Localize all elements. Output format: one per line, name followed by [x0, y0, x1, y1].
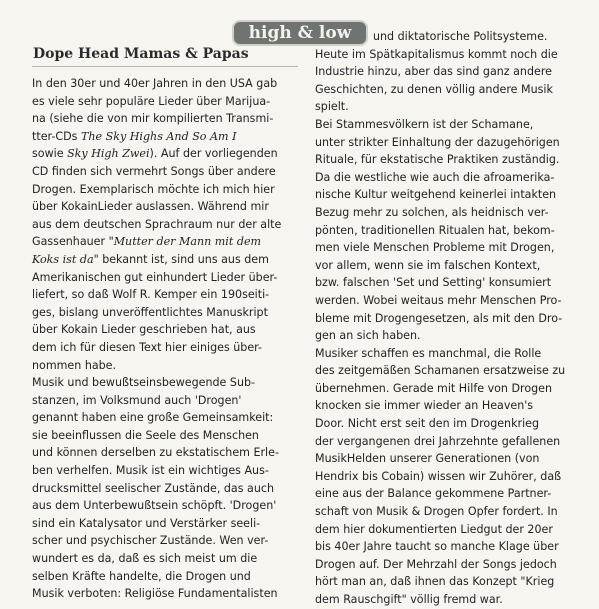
- text-line: Amerikanischen gut einhundert Lieder über-: [32, 270, 278, 284]
- text-line: bzw. falschen 'Set und Setting' konsumiert: [315, 276, 552, 290]
- text-line: genannt haben eine große Gemeinsamkeit:: [32, 411, 274, 425]
- paragraph-shaman: [315, 116, 565, 345]
- text-line: Heute im Spätkapitalismus kommt noch die: [315, 47, 558, 61]
- text-line: wundert es da, daß es sich meist um die: [32, 552, 258, 566]
- text-line: aus dem Unterbewußtsein schöpft. 'Drogen': [32, 499, 277, 513]
- text-line: übernehmen. Gerade mit Hilfe von Drogen: [315, 381, 553, 395]
- text-line: Musiker schaffen es manchmal, die Rolle: [315, 346, 542, 360]
- paragraph-musicians: [315, 345, 565, 609]
- song-title: Mutter der Mann mit dem: [113, 235, 262, 249]
- text-line: knocken sie immer wieder an Heaven's: [315, 399, 534, 413]
- text-line: bis 40er Jahre taucht so manche Klage über: [315, 540, 559, 554]
- album-title: Sky High Zwei: [67, 147, 150, 161]
- text-line: über KokainLieder auslassen. Während mir: [32, 200, 269, 214]
- text-line: gen an sich haben.: [315, 329, 421, 343]
- text-run: Gassenhauer ": [32, 235, 114, 249]
- text-line: Bezug mehr zu solchen, als heidnisch ver-: [315, 205, 549, 219]
- text-line: dem Rauschgift" völlig fremd war.: [315, 593, 503, 606]
- text-line: CD finden sich vermehrt Songs über andere: [32, 164, 276, 178]
- text-line: ges, bislang unveröffentlichtes Manuskript: [32, 305, 268, 319]
- text-line: MusikHelden unserer Generationen (von: [315, 452, 540, 466]
- text-line: und können derselben zu ekstatischem Erle-: [32, 446, 279, 460]
- text-line: Bei Stammesvölkern ist der Schamane,: [315, 117, 534, 131]
- text-line: In den 30er und 40er Jahren in den USA gab: [32, 77, 278, 90]
- album-title: The Sky Highs And So Am I: [80, 129, 237, 143]
- text-line: drucksmittel seelischer Zustände, das auch: [32, 481, 274, 495]
- text-line: hört man an, daß ihnen das Konzept "Krieg: [315, 575, 555, 589]
- text-line: selben Kräfte handelte, die Drogen und: [32, 569, 251, 583]
- text-line: dem hier dokumentierten Liedgut der 20er: [315, 522, 553, 536]
- text-line: über Kokain Lieder geschrieben hat, aus: [32, 323, 256, 337]
- text-line: Door. Nicht erst seit den im Drogenkrieg: [315, 417, 540, 431]
- text-line: [32, 128, 281, 146]
- text-line: vor allem, wenn sie im falschen Kontext,: [315, 258, 541, 272]
- right-column: [315, 28, 565, 609]
- text-line: Geschichten, zu denen völlig andere Musik: [315, 82, 553, 96]
- left-column: [32, 75, 281, 603]
- text-line: aus dem deutschen Sprachraum nur der alte: [32, 217, 282, 231]
- text-line: sie beeinflussen die Seele des Menschen: [32, 428, 259, 442]
- text-line: men viele Menschen Probleme mit Drogen,: [315, 241, 555, 255]
- text-line: Rituale, für ekstatische Praktiken zuständig.: [315, 153, 560, 167]
- text-line: [32, 145, 281, 163]
- text-line: [32, 251, 281, 269]
- text-line: Da die westliche wie auch die afroamerika-: [315, 170, 555, 184]
- text-line: werden. Wobei weitaus mehr Menschen Pro-: [315, 293, 562, 307]
- text-line: stanzen, im Volksmund auch 'Drogen': [32, 393, 242, 407]
- text-line: nische Kultur weitgehend keinerlei intakten: [315, 188, 557, 202]
- text-line: sind ein Katalysator und Verstärker seeli-: [32, 516, 261, 530]
- text-line: ben verhelfen. Musik ist ein wichtiges Aus-: [32, 464, 269, 478]
- text-run: " bekannt ist, sind uns aus dem: [93, 252, 269, 266]
- text-line: Hendrix bis Cobain) wissen wir Zuhörer, daß: [315, 469, 562, 483]
- article-title: Dope Head Mamas & Papas: [33, 46, 249, 62]
- text-line: und diktatorische Politsysteme.: [373, 30, 548, 43]
- text-line: scher und psychischer Zustände. Wen ver-: [32, 534, 269, 548]
- text-line: des zeitgemäßen Schamanen ersatzweise zu: [315, 364, 566, 378]
- text-line: eine aus der Balance gekommene Partner-: [315, 487, 552, 501]
- text-line: dem ich für diesen Text hier einiges über-: [32, 340, 263, 354]
- text-line: pönten, traditionellen Ritualen hat, bekom-: [315, 223, 555, 237]
- text-line: Drogen. Exemplarisch möchte ich mich hier: [32, 182, 275, 196]
- paragraph-music-drugs: [32, 374, 281, 603]
- text-line: der vergangenen drei Jahrzehnte gefallenen: [315, 434, 561, 448]
- text-line: unter strikter Einhaltung der dazugehörigen: [315, 135, 560, 149]
- text-line: [32, 233, 281, 251]
- paragraph-continuation: [315, 28, 565, 116]
- text-line: na (siehe die von mir kompilierten Transmi-: [32, 112, 274, 126]
- text-line: Drogen auf. Der Mehrzahl der Songs jedoch: [315, 557, 557, 571]
- text-run: sowie: [32, 147, 68, 161]
- text-line: nommen habe.: [32, 358, 117, 372]
- text-line: es viele sehr populäre Lieder über Marijua-: [32, 94, 271, 108]
- text-line: Musik und bewußtseinsbewegende Sub-: [32, 376, 256, 390]
- text-line: schaft von Musik & Drogen Opfer fordert. In: [315, 505, 558, 519]
- text-run: tter-CDs: [32, 129, 81, 143]
- section-badge: high & low: [232, 20, 368, 46]
- paragraph-intro: [32, 75, 281, 374]
- text-run: ). Auf der vorliegenden: [149, 147, 278, 161]
- text-line: Industrie hinzu, aber das sind ganz andere: [315, 65, 552, 79]
- song-title: Koks ist da: [32, 252, 94, 266]
- text-line: bleme mit Drogengesetzen, als mit den Dro-: [315, 311, 563, 325]
- text-line: Musik verboten: Religiöse Fundamentalisten: [32, 587, 278, 601]
- text-line: liefert, so daß Wolf R. Kemper ein 190seiti-: [32, 288, 270, 302]
- text-line: spielt.: [315, 100, 349, 114]
- title-divider: [32, 66, 298, 67]
